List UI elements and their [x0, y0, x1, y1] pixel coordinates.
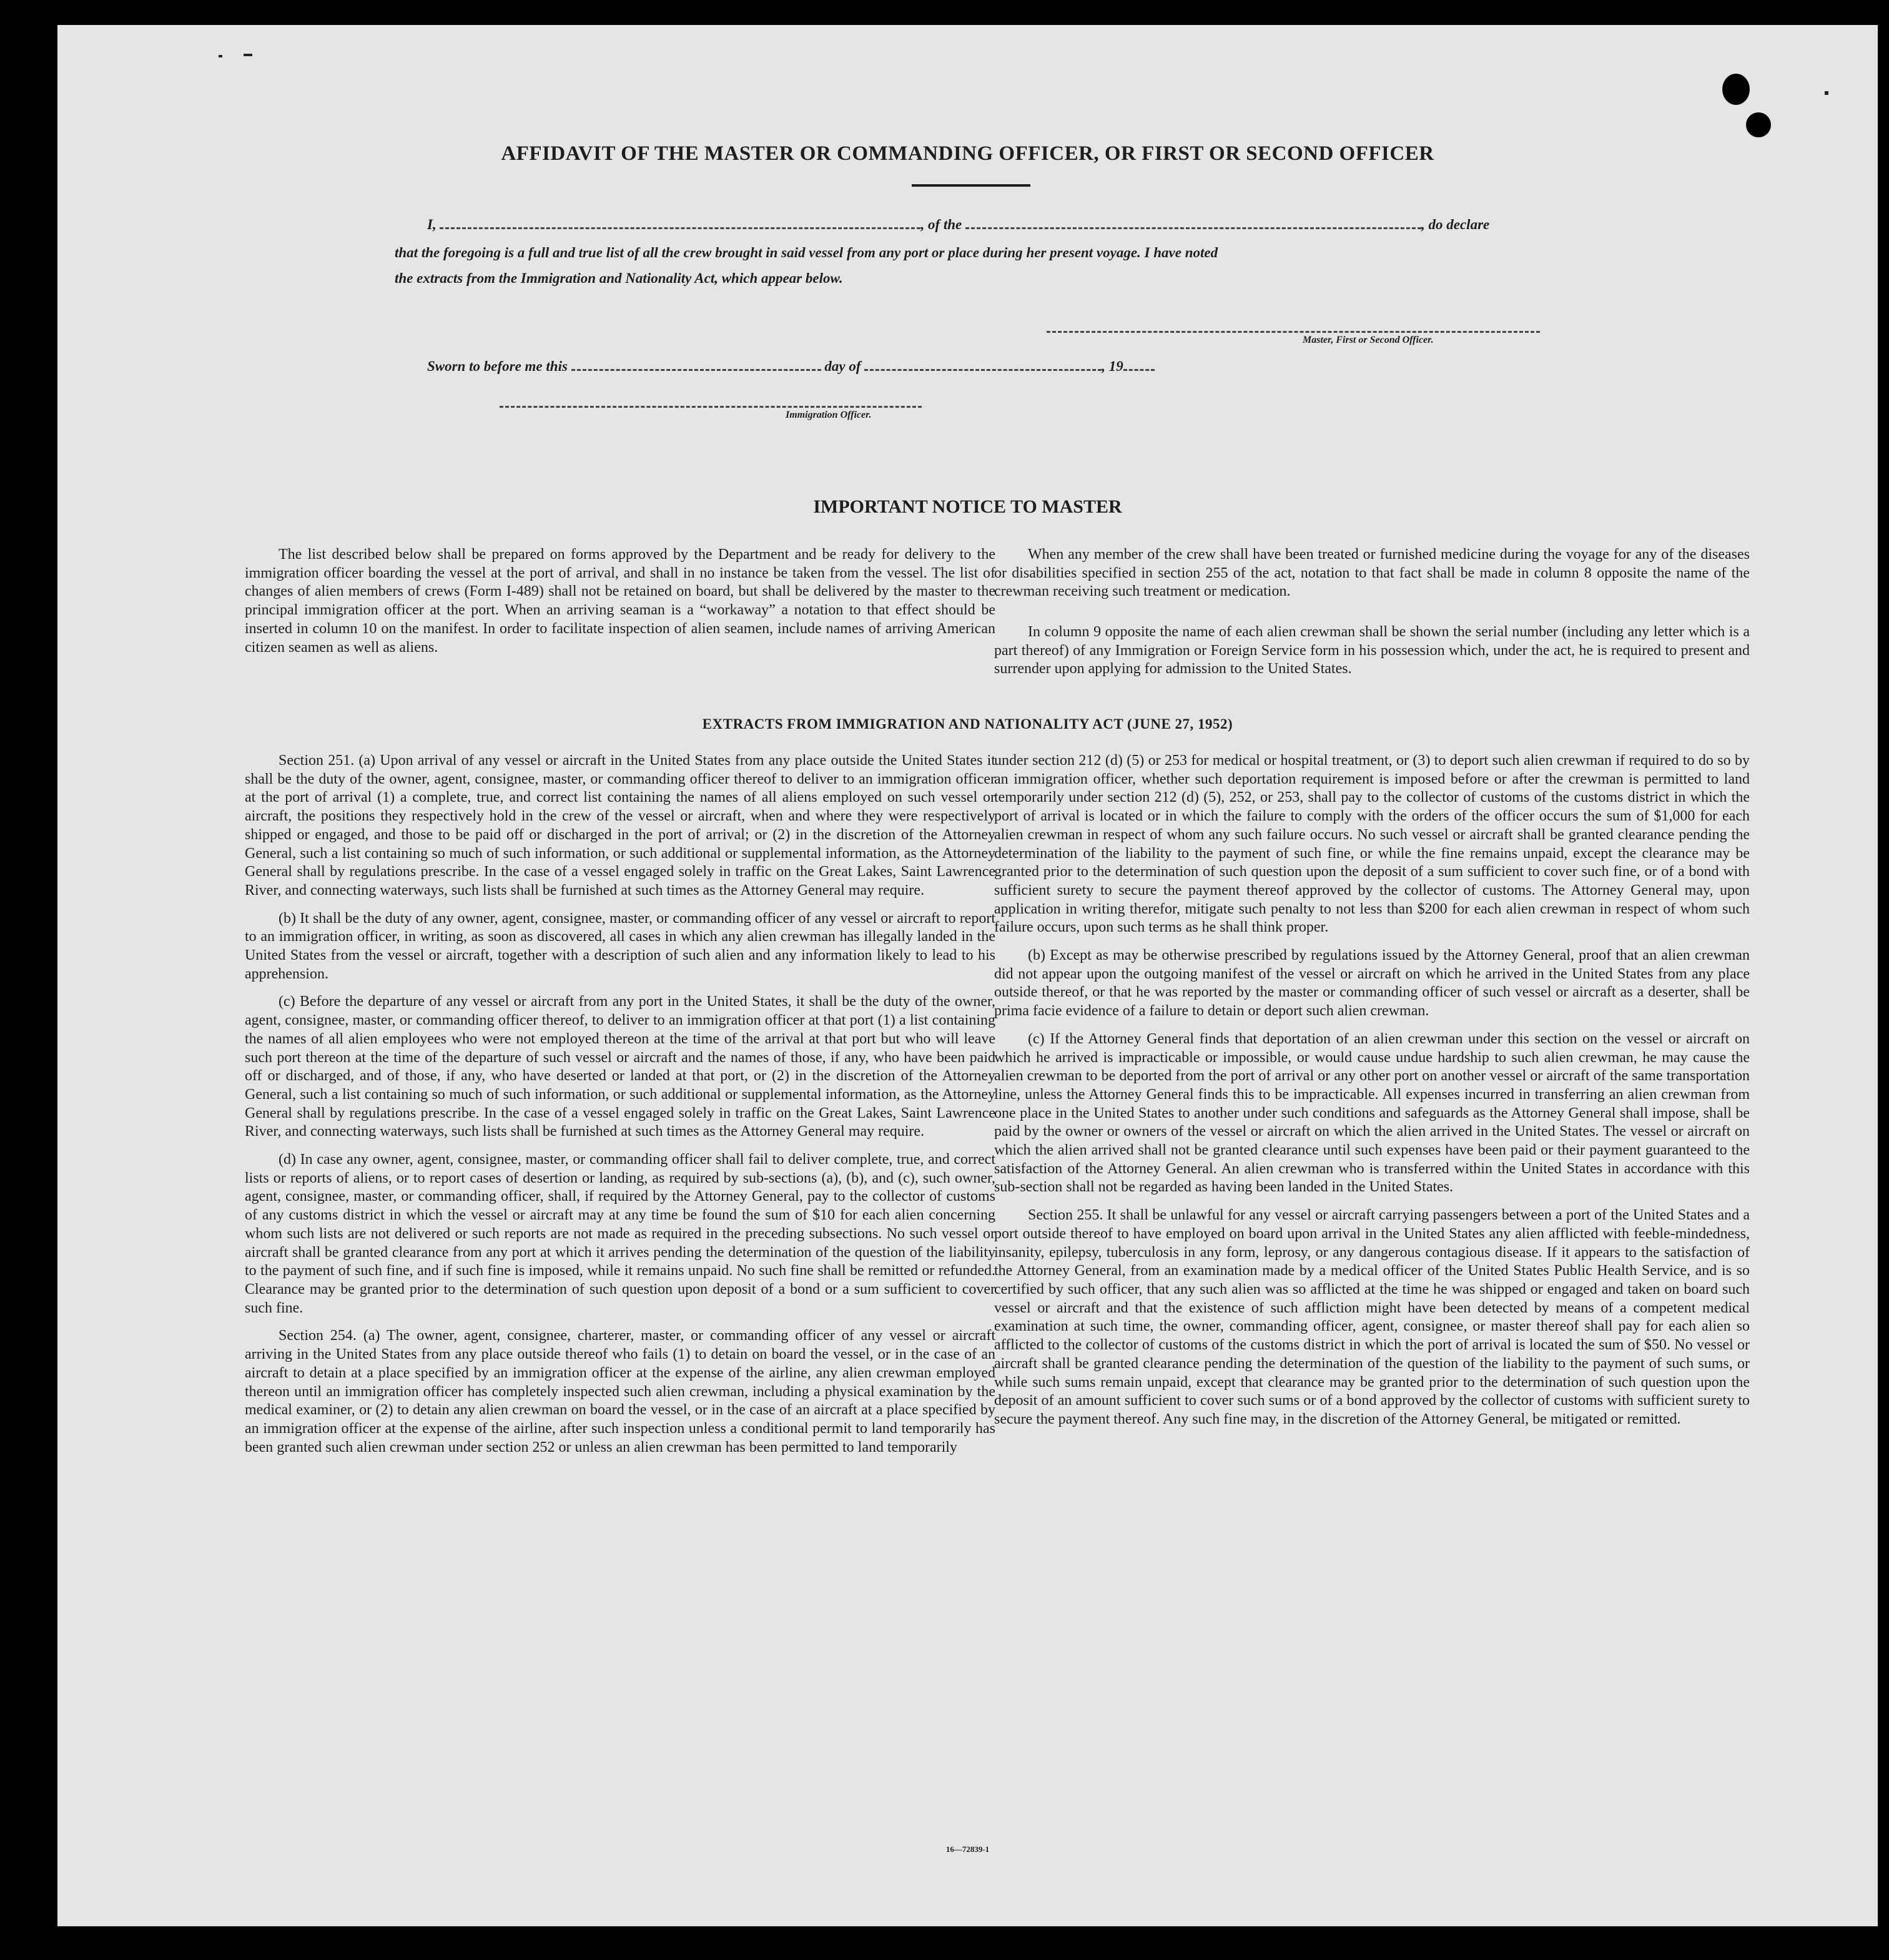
sworn-date-field[interactable]: [571, 365, 821, 371]
day-of-label: day of: [824, 358, 861, 374]
sworn-label: Sworn to before me this: [427, 358, 568, 374]
section-254-b: (b) Except as may be otherwise prescribed by regulations issued by the Attorney General, proof that an alien crewman did not appear upon the outgoing manifest of the vessel or aircraft on which he arrived in the United States from any place outside thereof, or that he was reported by the master or commanding officer of such vessel or aircraft as a deserter, shall be prima facie evidence of a failure to detain or deport such alien crewman.: [994, 947, 1750, 1020]
name-field[interactable]: [440, 224, 920, 229]
notice-title: IMPORTANT NOTICE TO MASTER: [813, 496, 1122, 517]
statement-line-2: the extracts from the Immigration and Nationality Act, which appear below.: [395, 270, 843, 286]
extracts-title: EXTRACTS FROM IMMIGRATION AND NATIONALITY ACT (JUNE 27, 1952): [702, 716, 1233, 732]
section-254-a-continued: under section 212 (d) (5) or 253 for medical or hospital treatment, or (3) to deport such alien crewman if required to do so by an immigration officer, whether such deportation requirement is imposed before or after the crewman is permitted to land temporarily under section 212 (d) (5), 252, or 253, shall pay to the collector of customs of the customs district in which the port of arrival is located or in which the failure to comply with the orders of the officer occurs the sum of $1,000 for each alien crewman in respect of whom any such failure occurs. No such vessel or aircraft shall be granted clearance pending the determination of the liability to the payment of such fine, or while the fine remains unpaid, except the clearance may be granted prior to the determination of such question upon the deposit of a sum sufficient to cover such fine, or of a bond with sufficient surety to secure the payment thereof approved by the collector of customs. The Attorney General may, upon application in writing therefor, mitigate such penalty to not less than $200 for each alien crewman in respect of whom such failure occurs, upon such terms as he shall think proper.: [994, 752, 1750, 936]
declare-label: , do declare: [1421, 217, 1490, 232]
affidavit-title: AFFIDAVIT OF THE MASTER OR COMMANDING OFFICER, OR FIRST OR SECOND OFFICER: [501, 142, 1434, 165]
notice-right-paragraph-1: When any member of the crew shall have been treated or furnished medicine during the voyage for any of the diseases or disabilities specified in section 255 of the act, notation to that fact shall be made in column 8 opposite the name of the crewman receiving such treatment or medication.: [994, 546, 1750, 600]
officer-caption: Immigration Officer.: [786, 410, 872, 420]
master-signature-line[interactable]: [1047, 331, 1540, 333]
year-field[interactable]: [1123, 365, 1155, 371]
section-255: Section 255. It shall be unlawful for any vessel or aircraft carrying passengers between a port of the United States and a port outside thereof to have employed on board upon arrival in the United States any alien afflicted with feeble-mindedness, insanity, epilepsy, tuberculosis in any form, leprosy, or any dangerous contagious disease. If it appears to the satisfaction of the Attorney General, from an examination made by a medical officer of the United States Public Health Service, and is so certified by such officer, that any such alien was so afflicted at the time he was shipped or engaged and taken on board such vessel or aircraft and that the existence of such affliction might have been detected by means of a competent medical examination at such time, the owner, commanding officer, agent, consignee, or master thereof shall pay for each alien so afflicted to the collector of customs of the customs district in which the port of arrival is located the sum of $50. No vessel or aircraft shall be granted clearance pending the determination of the question of the liability to the payment of such sums, or while such sums remain unpaid, except that clearance may be granted prior to the determination of such question upon the deposit of an amount sufficient to cover such sums or of a bond approved by the collector of customs with sufficient surety to secure the payment thereof. Any such fine may, in the discretion of the Attorney General, be mitigated or remitted.: [994, 1207, 1750, 1427]
title-underline: [912, 184, 1030, 187]
scan-speck: [1825, 91, 1828, 95]
extracts-right-column: [994, 752, 1750, 1439]
year-label: , 19: [1102, 358, 1123, 374]
of-the-label: , of the: [920, 217, 962, 232]
i-label: I,: [427, 217, 436, 232]
sworn-line: [427, 358, 1155, 375]
notice-right-paragraph-2: In column 9 opposite the name of each alien crewman shall be shown the serial number (including any letter which is a part thereof) of any Immigration or Foreign Service form in his possession which, under the act, he is required to present and surrender upon applying for admission to the United States.: [994, 624, 1750, 677]
ink-blot: [1722, 74, 1750, 105]
section-254-c: (c) If the Attorney General finds that deportation of an alien crewman under this section on the vessel or aircraft on which he arrived is impracticable or impossible, or would cause undue hardship to such alien crewman, he may cause the alien crewman to be deported from the port of arrival or any other port on another vessel or aircraft of the same transportation line, unless the Attorney General finds this to be impracticable. All expenses incurred in transferring an alien crewman from one place in the United States to another under such conditions and safeguards as the Attorney General shall impose, shall be paid by the owner or owners of the vessel or aircraft on which the alien arrived in the United States. The vessel or aircraft on which the alien arrived shall not be granted clearance until such expenses have been paid or their payment guaranteed to the satisfaction of the Attorney General. An alien crewman who is transferred within the United States in accordance with this sub-section shall not be regarded as having been landed in the United States.: [994, 1030, 1750, 1196]
document-page: [57, 25, 1878, 1926]
scan-speck: [219, 55, 222, 57]
section-254-a: Section 254. (a) The owner, agent, consignee, charterer, master, or commanding officer of any vessel or aircraft arriving in the United States from any place outside thereof who fails (1) to detain on board the vessel, or in the case of an aircraft to detain at a place specified by an immigration officer at the expense of the airline, any alien crewman employed thereon until an immigration officer has completely inspected such alien crewman, including a physical examination by the medical examiner, or (2) to detain any alien crewman on board the vessel, or in the case of an aircraft at a place specified by an immigration officer at the expense of the airline, after such inspection unless a conditional permit to land temporarily has been granted such alien crewman under section 252 or unless an alien crewman has been permitted to land temporarily: [245, 1327, 995, 1455]
form-number: 16—72839-1: [945, 1844, 990, 1854]
month-field[interactable]: [864, 365, 1102, 371]
declaration-line: [427, 217, 1489, 233]
extracts-left-column: [245, 752, 995, 1466]
master-caption: Master, First or Second Officer.: [1303, 335, 1434, 345]
vessel-field[interactable]: [965, 224, 1421, 229]
statement-line-1: that the foregoing is a full and true list of all the crew brought in said vessel from any port or place during her present voyage. I have noted: [395, 245, 1218, 260]
officer-signature-line[interactable]: [500, 406, 922, 408]
section-251-c: (c) Before the departure of any vessel or aircraft from any port in the United States, it shall be the duty of the owner, agent, consignee, master, or commanding officer thereof, to deliver to an immigration officer at that port (1) a list containing the names of all alien employees who were not employed thereon at the time of the arrival at that port but who will leave such port thereon at the time of the departure of such vessel or aircraft and the names of those, if any, who have been paid off or discharged, and of those, if any, who have deserted or landed at that port, or (2) in the discretion of the Attorney General, such a list containing so much of such information, or such additional or supplemental information, as the Attorney General shall by regulations prescribe. In the case of a vessel engaged solely in traffic on the Great Lakes, Saint Lawrence River, and connecting waterways, such lists shall be furnished at such times as the Attorney General may require.: [245, 993, 995, 1140]
section-251-b: (b) It shall be the duty of any owner, agent, consignee, master, or commanding officer of any vessel or aircraft to report to an immigration officer, in writing, as soon as discovered, all cases in which any alien crewman has illegally landed in the United States from the vessel or aircraft, together with a description of such alien and any information likely to lead to his apprehension.: [245, 910, 995, 982]
scan-speck: [244, 54, 252, 56]
ink-blot: [1746, 112, 1771, 137]
section-251-a: Section 251. (a) Upon arrival of any vessel or aircraft in the United States from any place outside the United States it shall be the duty of the owner, agent, consignee, master, or commanding officer thereof to deliver to an immigration officer at the port of arrival (1) a complete, true, and correct list containing the names of all aliens employed on such vessel or aircraft, the positions they respectively hold in the crew of the vessel or aircraft, when and where they were respectively shipped or engaged, and those to be paid off or discharged in the port of arrival; or (2) in the discretion of the Attorney General, such a list containing so much of such information, or such additional or supplemental information, as the Attorney General shall by regulations prescribe. In the case of a vessel engaged solely in traffic on the Great Lakes, Saint Lawrence River, and connecting waterways, such lists shall be furnished at such times as the Attorney General may require.: [245, 752, 995, 899]
section-251-d: (d) In case any owner, agent, consignee, master, or commanding officer shall fail to deliver complete, true, and correct lists or reports of aliens, or to report cases of desertion or landing, as required by sub-sections (a), (b), and (c), such owner, agent, consignee, master, or commanding officer, shall, if required by the Attorney General, pay to the collector of customs of any customs district in which the vessel or aircraft may at any time be found the sum of $10 for each alien concerning whom such lists are not delivered or such reports are not made as required in the preceding subsections. No such vessel or aircraft shall be granted clearance from any port at which it arrives pending the determination of the question of the liability to the payment of such fine, and if such fine is imposed, while it remains unpaid. No such fine shall be remitted or refunded. Clearance may be granted prior to the determination of such question upon deposit of a bond or a sum sufficient to cover such fine.: [245, 1151, 995, 1316]
notice-left-paragraph: The list described below shall be prepared on forms approved by the Department and be ready for delivery to the immigration officer boarding the vessel at the port of arrival, and shall in no instance be taken from the vessel. The list of changes of alien members of crews (Form I-489) shall not be retained on board, but shall be delivered by the master to the principal immigration officer at the port. When an arriving seaman is a “workaway” a notation to that effect should be inserted in column 10 on the manifest. In order to facilitate inspection of alien seamen, include names of arriving American citizen seamen as well as aliens.: [245, 546, 995, 656]
